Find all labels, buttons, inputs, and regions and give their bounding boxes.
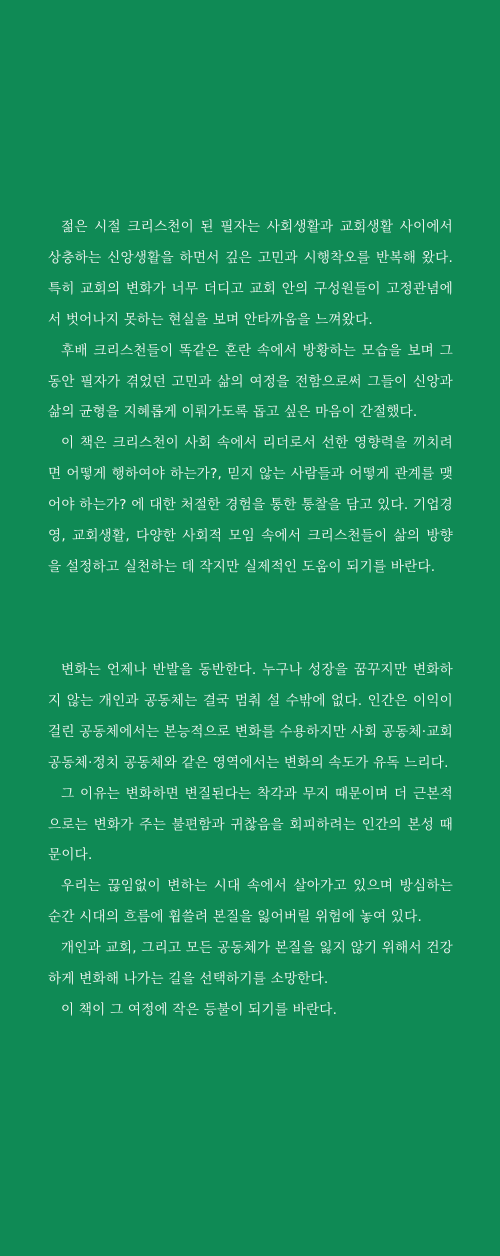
intro-paragraph-3: 이 책은 크리스천이 사회 속에서 리더로서 선한 영향력을 끼치려면 어떻게 행하여야 하는가?, 믿지 않는 사람들과 어떻게 관계를 맺어야 하는가? 에 대한 처절한 경험을 통한 통찰을 담고 있다. 기업경영, 교회생활, 다양한 사회적 모임 속에서 크리스천들이 삶의 방향을 설정하고 실천하는 데 작지만 실제적인 도움이 되기를 바란다. xyxy=(48,435,453,575)
change-section xyxy=(48,655,453,1026)
intro-section xyxy=(48,212,453,583)
change-paragraph-3: 우리는 끊임없이 변하는 시대 속에서 살아가고 있으며 방심하는 순간 시대의 흐름에 휩쓸려 본질을 잃어버릴 위험에 놓여 있다. xyxy=(48,878,453,926)
change-paragraph-2: 그 이유는 변화하면 변질된다는 착각과 무지 때문이며 더 근본적으로는 변화가 주는 불편함과 귀찮음을 회피하려는 인간의 본성 때문이다. xyxy=(48,785,453,864)
change-paragraph-1: 변화는 언제나 반발을 동반한다. 누구나 성장을 꿈꾸지만 변화하지 않는 개인과 공동체는 결국 멈춰 설 수밖에 없다. 인간은 이익이 걸린 공동체에서는 본능적으로 변화를 수용하지만 사회 공동체·교회 공동체·정치 공동체와 같은 영역에서는 변화의 속도가 유독 느리다. xyxy=(48,662,453,771)
intro-paragraph-2: 후배 크리스천들이 똑같은 혼란 속에서 방황하는 모습을 보며 그동안 필자가 겪었던 고민과 삶의 여정을 전함으로써 그들이 신앙과 삶의 균형을 지혜롭게 이뤄가도록 돕고 싶은 마음이 간절했다. xyxy=(48,342,453,421)
change-paragraph-4: 개인과 교회, 그리고 모든 공동체가 본질을 잃지 않기 위해서 건강하게 변화해 나가는 길을 선택하기를 소망한다. xyxy=(48,940,453,988)
intro-paragraph-1: 젊은 시절 크리스천이 된 필자는 사회생활과 교회생활 사이에서 상충하는 신앙생활을 하면서 깊은 고민과 시행착오를 반복해 왔다. 특히 교회의 변화가 너무 더디고 교회 안의 구성원들이 고정관념에서 벗어나지 못하는 현실을 보며 안타까움을 느껴왔다. xyxy=(48,219,453,328)
change-paragraph-5: 이 책이 그 여정에 작은 등불이 되기를 바란다. xyxy=(61,1001,338,1018)
